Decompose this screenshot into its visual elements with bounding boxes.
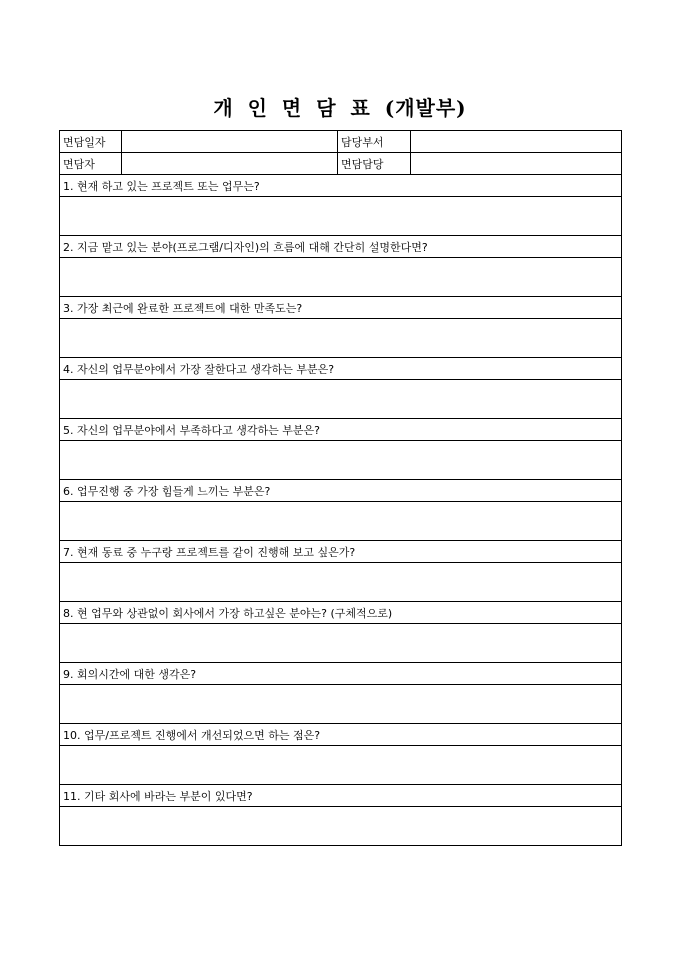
question-row: [60, 602, 622, 624]
interviewer-label: 면담담당: [338, 153, 411, 175]
answer-row: [60, 563, 622, 602]
answer-field[interactable]: [60, 624, 622, 663]
interview-form-table: [59, 130, 622, 846]
question-text: 5. 자신의 업무분야에서 부족하다고 생각하는 부분은?: [60, 419, 622, 441]
answer-field[interactable]: [60, 380, 622, 419]
answer-field[interactable]: [60, 441, 622, 480]
answer-row: [60, 807, 622, 846]
info-row-2: [60, 153, 622, 175]
interviewer-field[interactable]: [411, 153, 622, 175]
question-row: [60, 663, 622, 685]
question-row: [60, 175, 622, 197]
interviewee-label: 면담자: [60, 153, 122, 175]
answer-row: [60, 319, 622, 358]
answer-row: [60, 441, 622, 480]
answer-row: [60, 258, 622, 297]
answer-field[interactable]: [60, 319, 622, 358]
question-row: [60, 297, 622, 319]
department-field[interactable]: [411, 131, 622, 153]
question-row: [60, 419, 622, 441]
interview-date-label: 면담일자: [60, 131, 122, 153]
interview-date-field[interactable]: [122, 131, 338, 153]
answer-field[interactable]: [60, 197, 622, 236]
question-text: 3. 가장 최근에 완료한 프로젝트에 대한 만족도는?: [60, 297, 622, 319]
question-text: 11. 기타 회사에 바라는 부분이 있다면?: [60, 785, 622, 807]
answer-field[interactable]: [60, 502, 622, 541]
answer-field[interactable]: [60, 258, 622, 297]
question-text: 9. 회의시간에 대한 생각은?: [60, 663, 622, 685]
answer-row: [60, 685, 622, 724]
question-text: 2. 지금 맡고 있는 분야(프로그램/디자인)의 흐름에 대해 간단히 설명한다면?: [60, 236, 622, 258]
answer-row: [60, 380, 622, 419]
question-text: 6. 업무진행 중 가장 힘들게 느끼는 부분은?: [60, 480, 622, 502]
question-row: [60, 785, 622, 807]
question-text: 7. 현재 동료 중 누구랑 프로젝트를 같이 진행해 보고 싶은가?: [60, 541, 622, 563]
answer-field[interactable]: [60, 563, 622, 602]
question-text: 4. 자신의 업무분야에서 가장 잘한다고 생각하는 부분은?: [60, 358, 622, 380]
question-text: 1. 현재 하고 있는 프로젝트 또는 업무는?: [60, 175, 622, 197]
question-row: [60, 236, 622, 258]
question-text: 8. 현 업무와 상관없이 회사에서 가장 하고싶은 분야는? (구체적으로): [60, 602, 622, 624]
answer-row: [60, 502, 622, 541]
question-row: [60, 358, 622, 380]
department-label: 담당부서: [338, 131, 411, 153]
answer-field[interactable]: [60, 807, 622, 846]
page-title: 개 인 면 담 표 (개발부): [213, 96, 467, 120]
answer-row: [60, 624, 622, 663]
answer-field[interactable]: [60, 746, 622, 785]
question-text: 10. 업무/프로젝트 진행에서 개선되었으면 하는 점은?: [60, 724, 622, 746]
answer-row: [60, 746, 622, 785]
question-row: [60, 541, 622, 563]
question-row: [60, 480, 622, 502]
question-row: [60, 724, 622, 746]
answer-field[interactable]: [60, 685, 622, 724]
answer-row: [60, 197, 622, 236]
interviewee-field[interactable]: [122, 153, 338, 175]
info-row-1: [60, 131, 622, 153]
